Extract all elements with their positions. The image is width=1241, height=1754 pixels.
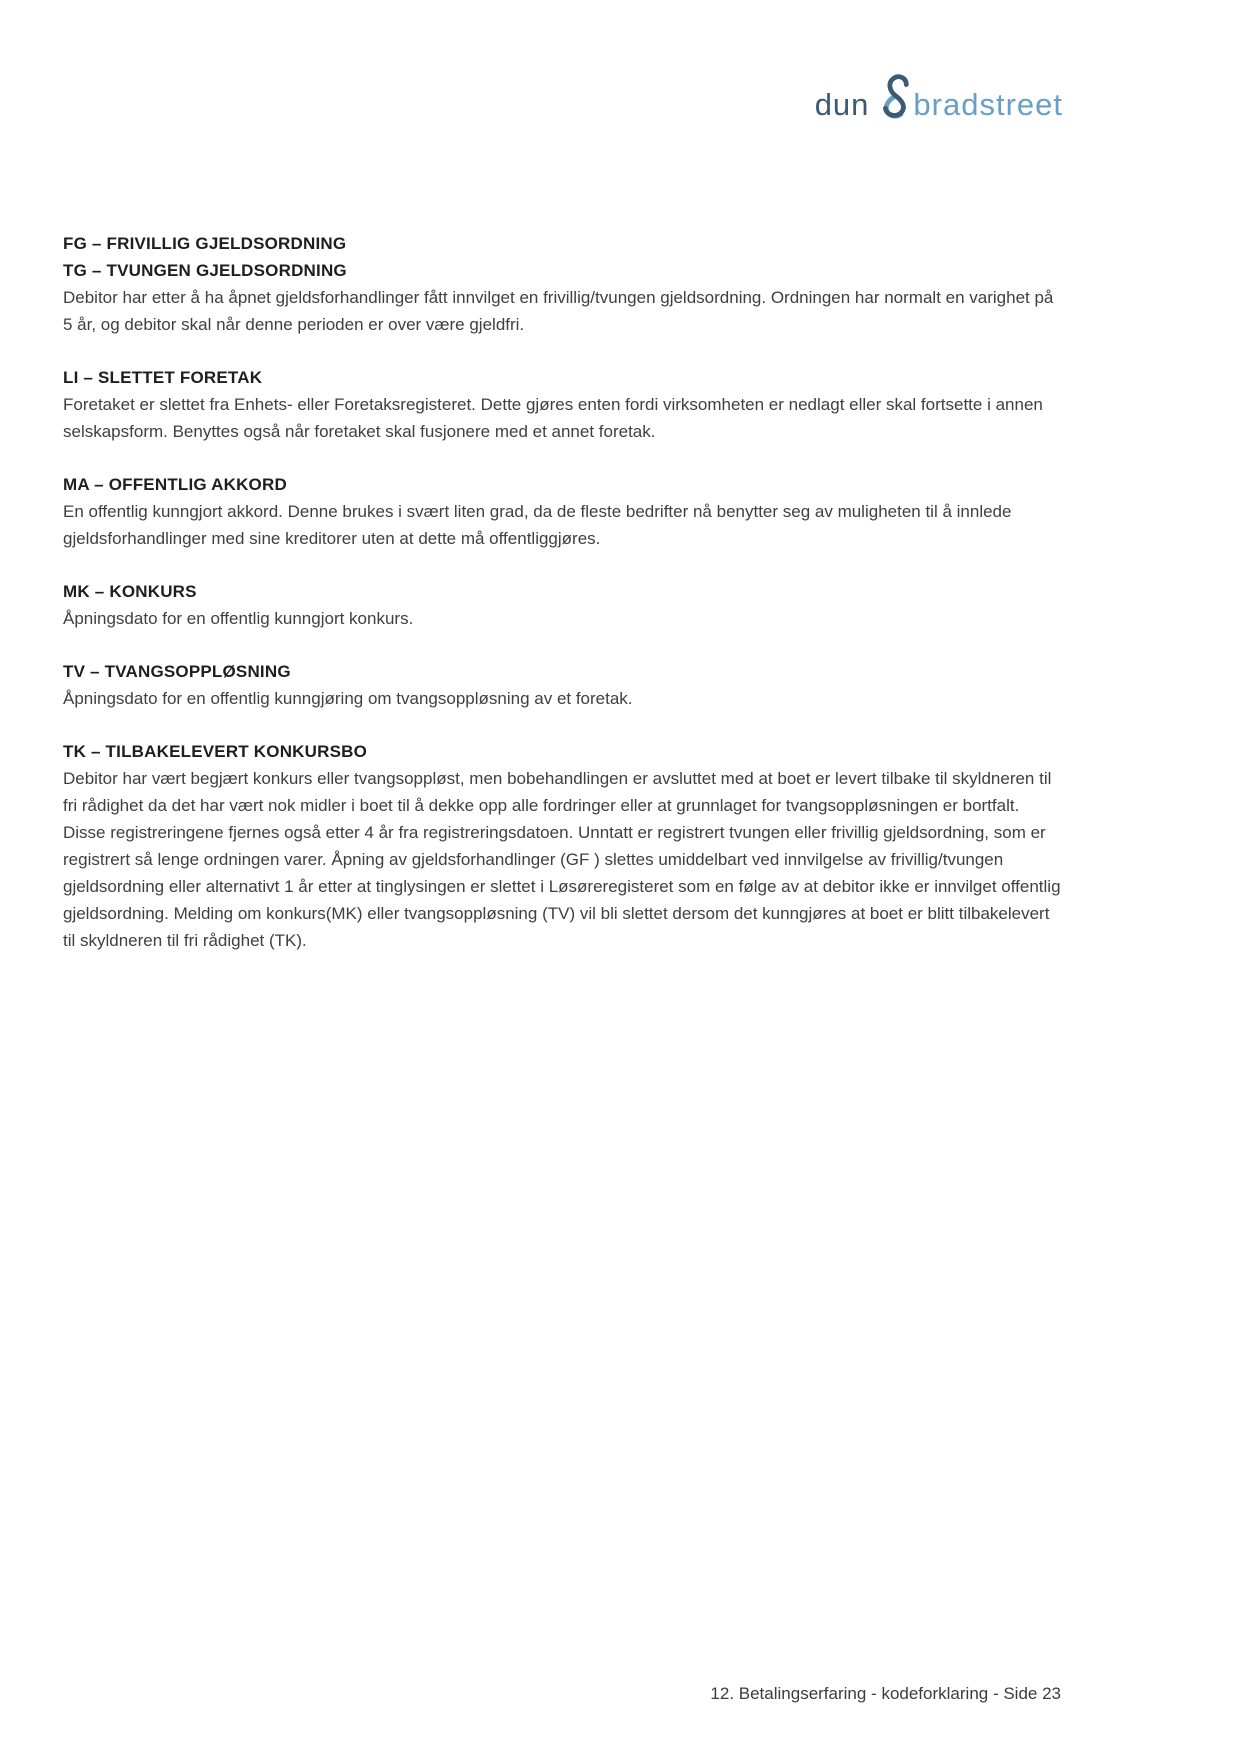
ampersand-icon xyxy=(874,72,912,133)
section-tv xyxy=(63,658,1063,712)
section-body: En offentlig kunngjort akkord. Denne brukes i svært liten grad, da de fleste bedrifter nå benytter seg av muligheten til å innlede gjeldsforhandlinger med sine kreditorer uten at dette må offentliggjøres. xyxy=(63,502,1012,548)
section-body: Åpningsdato for en offentlig kunngjøring om tvangsoppløsning av et foretak. xyxy=(63,689,633,708)
code-definitions xyxy=(63,230,1063,980)
logo-text-bradstreet: bradstreet xyxy=(913,86,1063,122)
section-heading: MA – OFFENTLIG AKKORD xyxy=(63,475,287,494)
section-heading: LI – SLETTET FORETAK xyxy=(63,368,263,387)
logo-text-dun: dun xyxy=(814,86,870,122)
dun-bradstreet-logo xyxy=(815,72,1063,137)
page-footer-text: 12. Betalingserfaring - kodeforklaring - Side 23 xyxy=(710,1684,1061,1703)
section-fg-tg xyxy=(63,230,1063,338)
section-tk xyxy=(63,738,1063,954)
section-body: Debitor har vært begjært konkurs eller tvangsoppløst, men bobehandlingen er avsluttet med at boet er levert tilbake til skyldneren til fri rådighet da det har vært nok midler i boet til å dekke opp alle fordringer eller at grunnlaget for tvangsoppløsningen er bortfalt. Disse registreringene fjernes også etter 4 år fra registreringsdatoen. Unntatt er registrert tvungen eller frivillig gjeldsordning, som er registrert så lenge ordningen varer. Åpning av gjeldsforhandlinger (GF ) slettes umiddelbart ved innvilgelse av frivillig/tvungen gjeldsordning eller alternativt 1 år etter at tinglysingen er slettet i Løsøreregisteret som en følge av at debitor ikke er innvilget offentlig gjeldsordning. Melding om konkurs(MK) eller tvangsoppløsning (TV) vil bli slettet dersom det kunngjøres at boet er blitt tilbakelevert til skyldneren til fri rådighet (TK). xyxy=(63,769,1061,950)
section-heading: TG – TVUNGEN GJELDSORDNING xyxy=(63,261,347,280)
section-mk xyxy=(63,578,1063,632)
section-body: Åpningsdato for en offentlig kunngjort konkurs. xyxy=(63,609,414,628)
section-heading: FG – FRIVILLIG GJELDSORDNING xyxy=(63,234,347,253)
section-body: Debitor har etter å ha åpnet gjeldsforhandlinger fått innvilget en frivillig/tvungen gjeldsordning. Ordningen har normalt en varighet på 5 år, og debitor skal når denne perioden er over være gjeldfri. xyxy=(63,288,1054,334)
section-li xyxy=(63,364,1063,445)
section-body: Foretaket er slettet fra Enhets- eller Foretaksregisteret. Dette gjøres enten fordi virksomheten er nedlagt eller skal fortsette i annen selskapsform. Benyttes også når foretaket skal fusjonere med et annet foretak. xyxy=(63,395,1043,441)
section-ma xyxy=(63,471,1063,552)
section-heading: MK – KONKURS xyxy=(63,582,197,601)
section-heading: TV – TVANGSOPPLØSNING xyxy=(63,662,291,681)
section-heading: TK – TILBAKELEVERT KONKURSBO xyxy=(63,742,368,761)
